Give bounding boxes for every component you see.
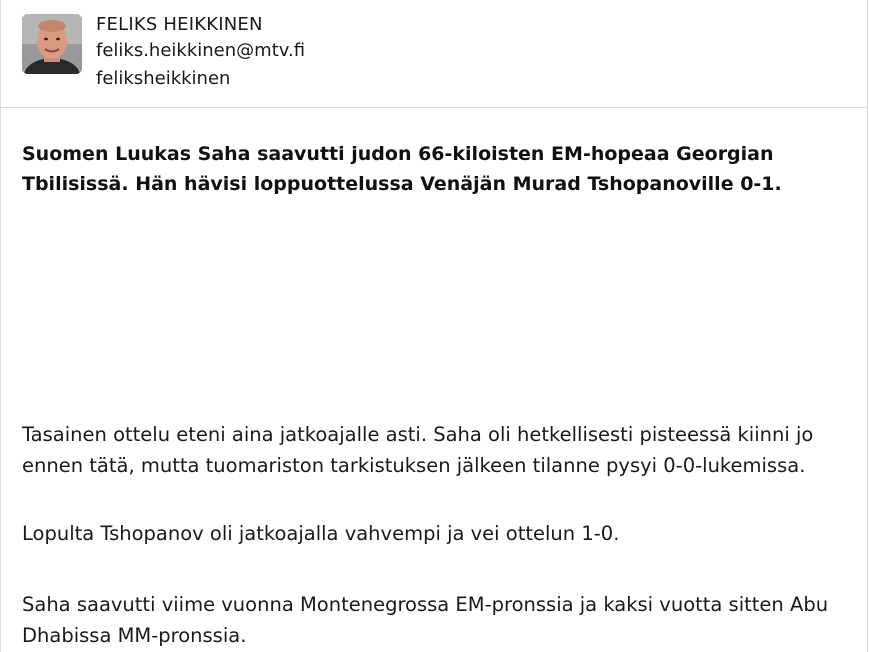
author-email-link[interactable]: feliks.heikkinen@mtv.fi (96, 40, 306, 61)
author-name: FELIKS HEIKKINEN (96, 14, 263, 35)
article-paragraph: Lopulta Tshopanov oli jatkoajalla vahvempi ja vei ottelun 1-0. (22, 522, 620, 545)
author-avatar[interactable] (22, 14, 82, 74)
article-paragraph: Tasainen ottelu eteni aina jatkoajalle asti. Saha oli hetkellisesti pisteessä kiinni jo ennen tätä, mutta tuomariston tarkistuksen jälkeen tilanne pysyi 0-0-lukemissa. (22, 423, 814, 477)
article-paragraph: Saha saavutti viime vuonna Montenegrossa EM-pronssia ja kaksi vuotta sitten Abu Dhabissa MM-pronssia. (22, 593, 829, 647)
author-header (1, 0, 867, 108)
article-lead: Suomen Luukas Saha saavutti judon 66-kiloisten EM-hopeaa Georgian Tbilisissä. Hän hävisi loppuottelussa Venäjän Murad Tshopanoville 0-1. (22, 143, 782, 195)
article-lead-block (22, 139, 852, 199)
author-handle[interactable]: feliksheikkinen (96, 68, 231, 89)
avatar-photo (22, 14, 82, 74)
